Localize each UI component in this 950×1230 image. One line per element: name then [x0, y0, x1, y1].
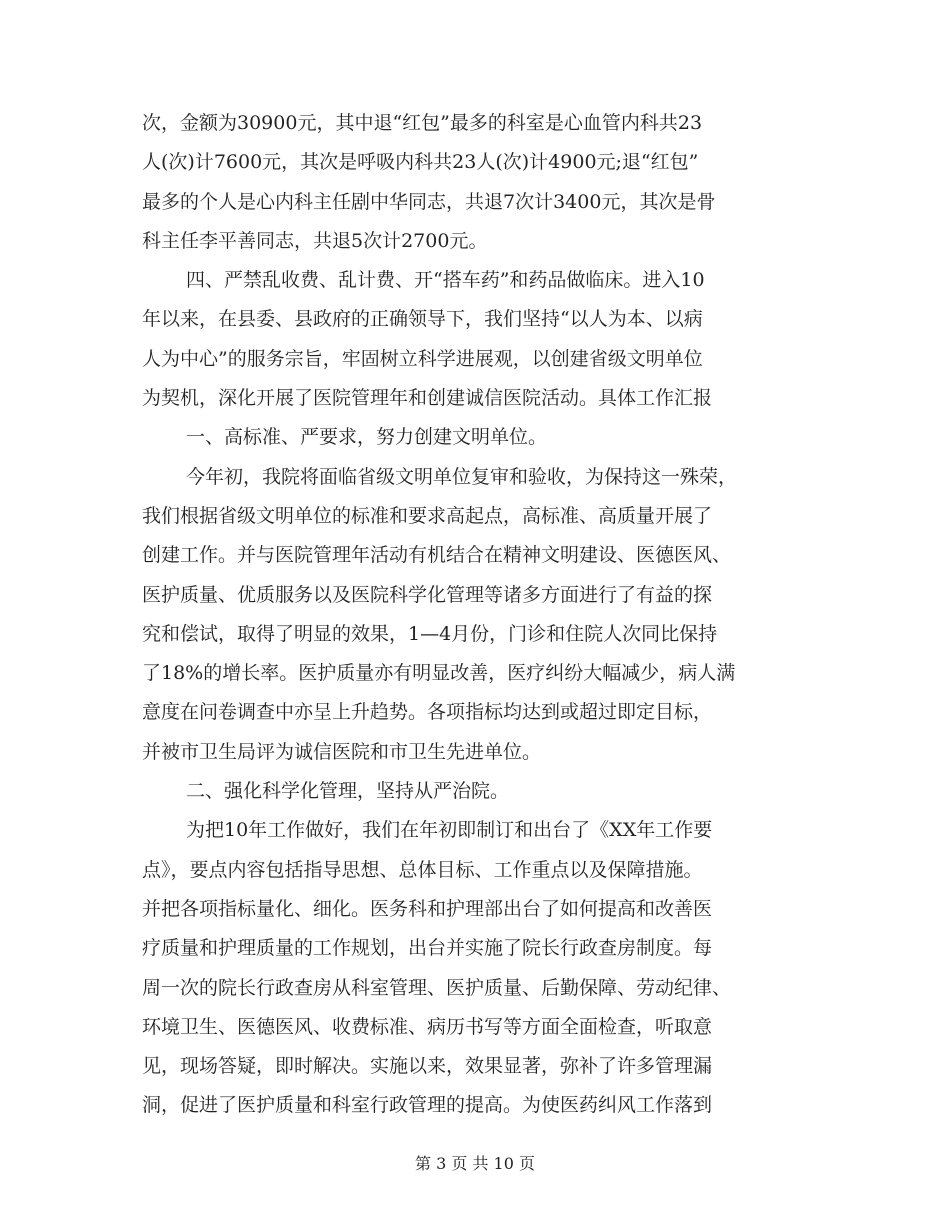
text-line: 环境卫生、医德医风、收费标准、病历书写等方面全面检查，听取意	[142, 1015, 713, 1038]
text-line: 二、强化科学化管理，坚持从严治院。	[186, 780, 510, 803]
text-line: 意度在问卷调查中亦呈上升趋势。各项指标均达到或超过即定目标，	[142, 701, 713, 724]
text-line: 年以来，在县委、县政府的正确领导下，我们坚持“以人为本、以病	[142, 308, 703, 331]
text-line: 创建工作。并与医院管理年活动有机结合在精神文明建设、医德医风、	[142, 544, 732, 567]
text-line: 疗质量和护理质量的工作规划，出台并实施了院长行政查房制度。每	[142, 937, 713, 960]
text-line: 一、高标准、严要求，努力创建文明单位。	[186, 426, 548, 449]
text-line: 我们根据省级文明单位的标准和要求高起点，高标准、高质量开展了	[142, 504, 713, 527]
text-line: 四、严禁乱收费、乱计费、开“搭车药”和药品做临床。进入10	[186, 269, 705, 292]
text-line: 洞，促进了医护质量和科室行政管理的提高。为使医药纠风工作落到	[142, 1094, 713, 1117]
text-line: 并被市卫生局评为诚信医院和市卫生先进单位。	[142, 740, 542, 763]
text-line: 了18%的增长率。医护质量亦有明显改善，医疗纠纷大幅减少，病人满	[142, 662, 736, 685]
page-footer: 第 3 页 共 10 页	[415, 1154, 535, 1173]
text-line: 人为中心”的服务宗旨，牢固树立科学进展观，以创建省级文明单位	[142, 347, 703, 370]
text-line: 周一次的院长行政查房从科室管理、医护质量、后勤保障、劳动纪律、	[142, 976, 732, 999]
text-line: 为契机，深化开展了医院管理年和创建诚信医院活动。具体工作汇报	[142, 387, 713, 410]
text-line: 并把各项指标量化、细化。医务科和护理部出台了如何提高和改善医	[142, 897, 713, 920]
text-line: 最多的个人是心内科主任剧中华同志，共退7次计3400元，其次是骨	[142, 190, 716, 213]
text-line: 见，现场答疑，即时解决。实施以来，效果显著，弥补了许多管理漏	[142, 1055, 713, 1078]
text-line: 点》，要点内容包括指导思想、总体目标、工作重点以及保障措施。	[142, 858, 703, 881]
text-line: 今年初，我院将面临省级文明单位复审和验收，为保持这一殊荣，	[186, 465, 738, 488]
document-body	[142, 104, 812, 1126]
text-line: 究和偿试，取得了明显的效果，1—4月份，门诊和住院人次同比保持	[142, 622, 718, 645]
text-line: 人(次)计7600元，其次是呼吸内科共23人(次)计4900元;退“红包”	[142, 151, 699, 174]
text-line: 医护质量、优质服务以及医院科学化管理等诸多方面进行了有益的探	[142, 583, 713, 606]
text-line: 科主任李平善同志，共退5次计2700元。	[142, 229, 488, 252]
text-line: 次，金额为30900元，其中退“红包”最多的科室是心血管内科共23	[142, 112, 703, 134]
text-line: 为把10年工作做好，我们在年初即制订和出台了《XX年工作要	[186, 819, 713, 842]
